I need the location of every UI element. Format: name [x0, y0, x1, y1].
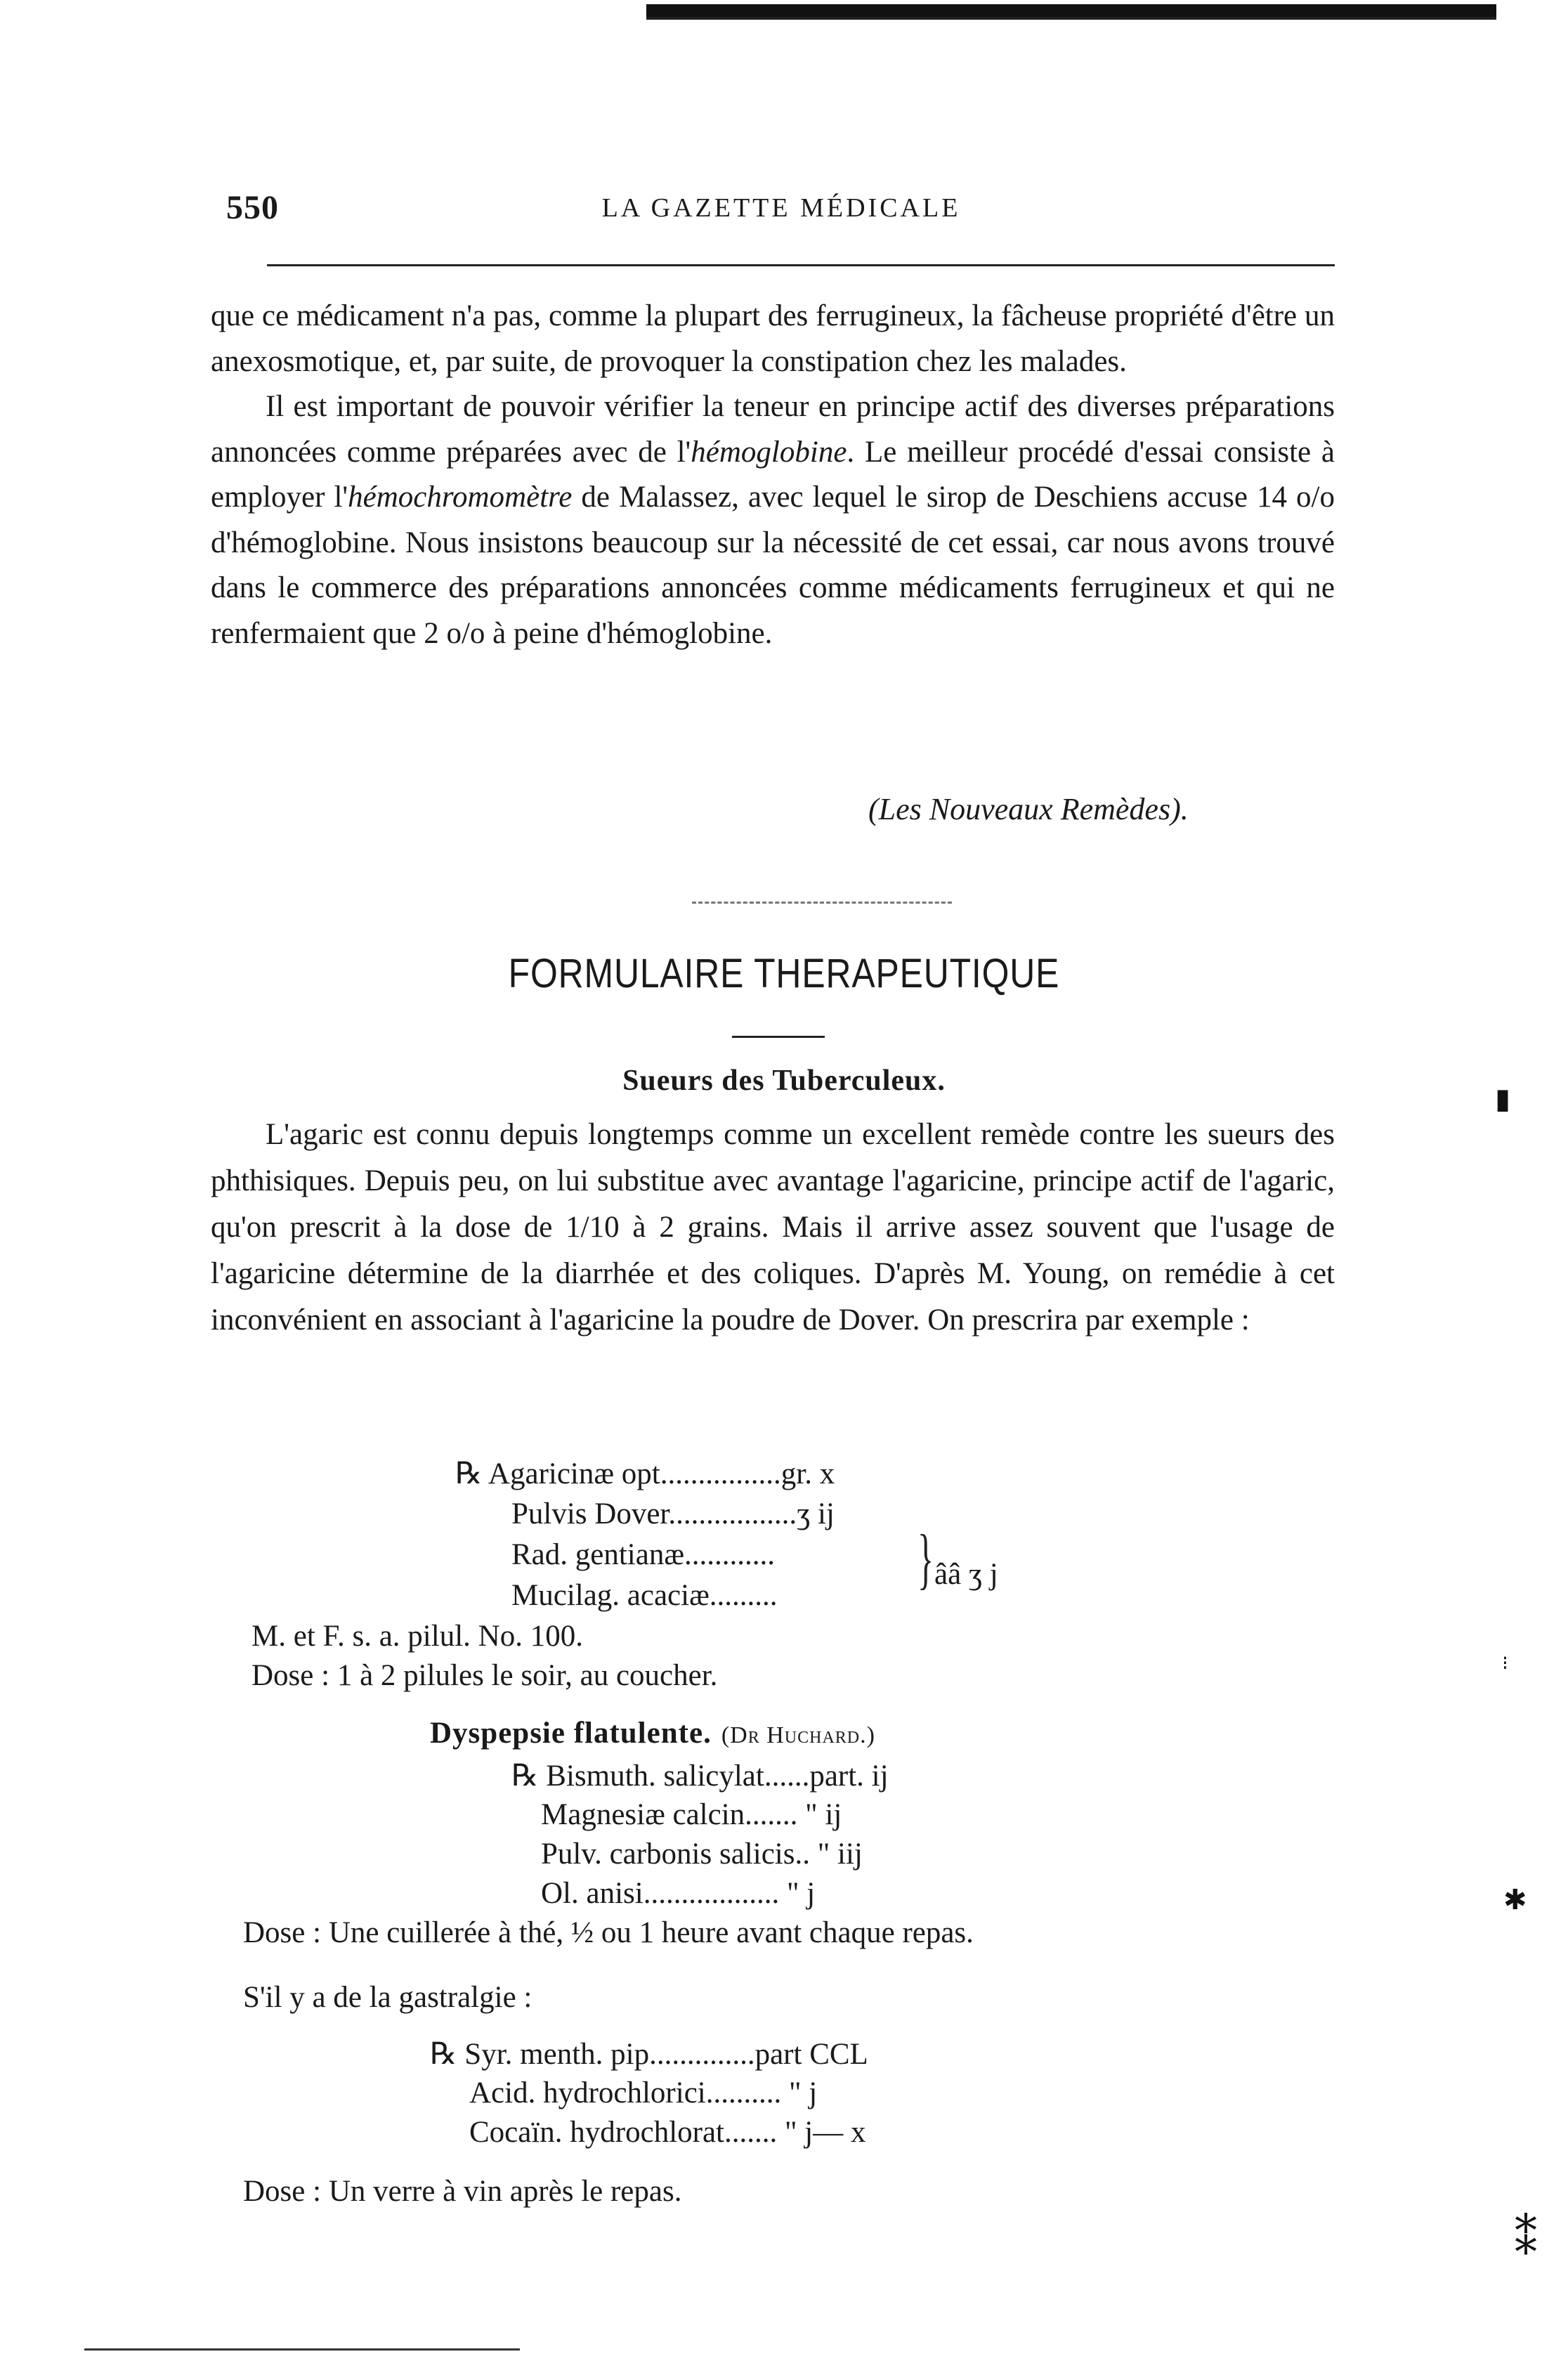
- running-head: LA GAZETTE MÉDICALE: [601, 193, 961, 223]
- header-rule: [267, 264, 1335, 266]
- prescription-line: Pulvis Dover.................ʒ ij: [511, 1497, 835, 1530]
- gastralgie-line: S'il y a de la gastralgie :: [243, 1981, 533, 2014]
- prescription-line: Magnesiæ calcin....... " ij: [541, 1798, 842, 1831]
- margin-speck-icon: ✱: [1503, 1884, 1527, 1916]
- text-run: Il est important de pouvoir vérifier la teneur en principe actif des diverses préparations annoncées comme préparées avec de l': [211, 390, 1335, 469]
- brace-quantity: ââ ʒ j: [934, 1558, 998, 1591]
- italic-term: hémochromomètre: [348, 481, 573, 514]
- title-rule: [732, 1036, 825, 1038]
- section-divider: [692, 902, 952, 904]
- subheading-author: (Dr Huchard.): [721, 1722, 875, 1748]
- brace-icon: }: [917, 1521, 934, 1596]
- prescription-line: Pulv. carbonis salicis.. " iij: [541, 1838, 863, 1871]
- article-continuation: [211, 294, 1335, 656]
- dose-line: Dose : 1 à 2 pilules le soir, au coucher.: [251, 1659, 718, 1692]
- prescription-line: Cocaïn. hydrochlorat....... " j— x: [469, 2116, 866, 2149]
- subheading-dyspepsie: [430, 1716, 875, 1750]
- prescription-line: ℞ Syr. menth. pip..............part CCL: [430, 2038, 868, 2071]
- prescription-line: M. et F. s. a. pilul. No. 100.: [251, 1620, 583, 1653]
- subheading-title: Dyspepsie flatulente.: [430, 1717, 712, 1750]
- section-title: FORMULAIRE THERAPEUTIQUE: [508, 951, 1060, 996]
- prescription-line: Rad. gentianæ............: [511, 1538, 776, 1571]
- prescription-line: ℞ Agaricinæ opt................gr. x: [455, 1457, 835, 1490]
- text-run: . Le meilleur procédé d'essai consiste à employer l': [211, 435, 1335, 514]
- margin-speck-icon: ⁝: [1502, 1653, 1508, 1675]
- paragraph: L'agaric est connu depuis longtemps comme un excellent remède contre les sueurs des phthisiques. Depuis peu, on lui substitue avec avantage l'agaricine, principe actif de l'agaric, qu'on prescrit à la dose de 1/10 à 2 grains. Mais il arrive assez souvent que l'usage de l'agaricine détermine de la diarrhée et des coliques. D'après M. Young, on remédie à cet inconvénient en associant à l'agaricine la poudre de Dover. On prescrira par exemple :: [211, 1118, 1335, 1337]
- top-scan-rule-thin: [646, 17, 1496, 19]
- margin-speck-icon: ▮: [1495, 1083, 1511, 1114]
- paragraph: que ce médicament n'a pas, comme la plupart des ferrugineux, la fâcheuse propriété d'être un anexosmotique, et, par suite, de provoquer la constipation chez les malades.: [211, 299, 1335, 378]
- subheading-sueurs: Sueurs des Tuberculeux.: [622, 1065, 946, 1097]
- bottom-scan-rule: [84, 2348, 520, 2351]
- paragraph: [211, 384, 1335, 656]
- prescription-line: ℞ Bismuth. salicylat......part. ij: [511, 1760, 889, 1793]
- text-run: de Malassez, avec lequel le sirop de Deschiens accuse 14 o/o d'hémoglobine. Nous insistons beaucoup sur la nécessité de cet essai, car nous avons trouvé dans le commerce des préparations annoncées comme médicaments ferrugineux et qui ne renfermaient que 2 o/o à peine d'hémoglobine.: [211, 481, 1335, 650]
- source-citation: (Les Nouveaux Remèdes).: [868, 792, 1189, 826]
- prescription-line: Acid. hydrochlorici.......... " j: [469, 2076, 818, 2109]
- page-number: 550: [226, 189, 279, 226]
- page-header: [226, 188, 1336, 238]
- prescription-line: Mucilag. acaciæ.........: [511, 1579, 778, 1612]
- dose-line: Dose : Une cuillerée à thé, ½ ou 1 heure avant chaque repas.: [243, 1916, 974, 1949]
- italic-term: hémoglobine: [691, 435, 847, 469]
- prescription-line: Ol. anisi.................. " j: [541, 1877, 816, 1910]
- sueurs-paragraph: [211, 1112, 1335, 1344]
- margin-speck-icon: ⁑: [1515, 2214, 1537, 2264]
- dose-line: Dose : Un verre à vin après le repas.: [243, 2175, 682, 2208]
